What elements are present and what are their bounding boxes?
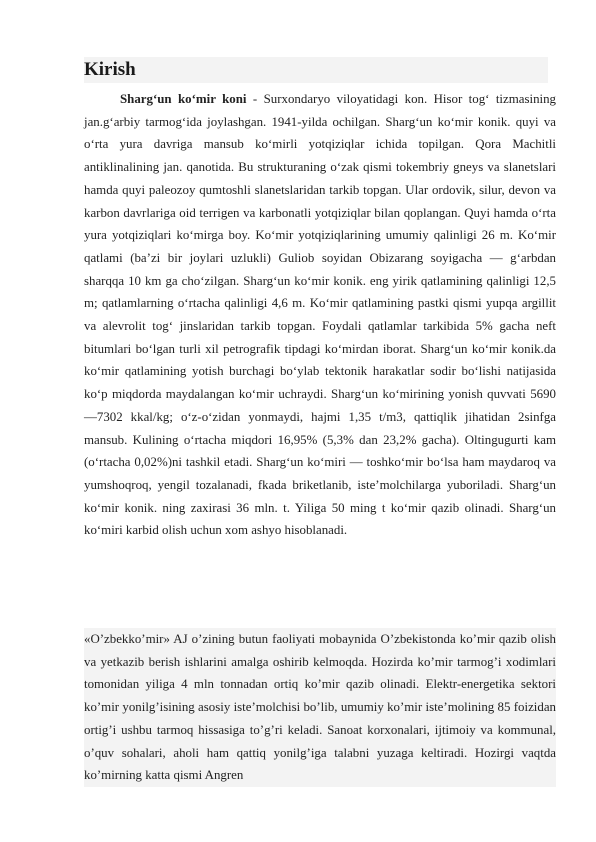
paragraph-sharghun-coal-deposit <box>84 88 556 542</box>
page-heading: Kirish <box>84 57 548 83</box>
paragraph-lead-term: Sharg‘un ko‘mir koni <box>120 92 247 106</box>
paragraph-body-text: - Surxondaryo viloyatidagi kon. Hisor tog‘ tizmasining jan.g‘arbiy tarmog‘ida joylashgan. 1941-yilda ochilgan. Sharg‘un ko‘mir konik. quyi va o‘rta yura davriga mansub ko‘mirli yotqiziqlar ichida topilgan. Qora Machitli antiklinalining jan. qanotida. Bu strukturaning o‘zak qismi tokembriy gneys va slanetslari hamda quyi paleozoy qumtoshli slanetslaridan tarkib topgan. Ular ordovik, silur, devon va karbon davrlariga oid terrigen va karbonatli yotqiziqlar bilan qoplangan. Quyi hamda o‘rta yura yotqiziqlari ko‘mirga boy. Ko‘mir yotqiziqlarining umumiy qalinligi 26 m. Ko‘mir qatlami (ba’zi bir joylari uzlukli) Guliob soyidan Obizarang soyigacha — g‘arbdan sharqqa 10 km ga cho‘zilgan. Sharg‘un ko‘mir konik. eng yirik qatlamining qalinligi 12,5 m; qatlamlarning o‘rtacha qalinligi 4,6 m. Ko‘mir qatlamining pastki qismi yupqa argillit va alevrolit tog‘ jinslaridan tarkib topgan. Foydali qatlamlar tarkibida 5% gacha neft bitumlari bo‘lgan turli xil petrografik tipdagi ko‘mirdan iborat. Sharg‘un ko‘mir konik.da ko‘mir qatlamining yotish burchagi bo‘ylab tektonik harakatlar sodir bo‘lishi natijasida ko‘p miqdorda maydalangan ko‘mir uchraydi. Sharg‘un ko‘mirining yonish quvvati 5690—7302 kkal/kg; o‘z-o‘zidan yonmaydi, hajmi 1,35 t/m3, qattiqlik jihatidan 2sinfga mansub. Kulining o‘rtacha miqdori 16,95% (5,3% dan 23,2% gacha). Oltingugurti kam (o‘rtacha 0,02%)ni tashkil etadi. Sharg‘un ko‘miri — toshko‘mir bo‘lsa ham maydaroq va yumshoqroq, yengil tozalanadi, fkada briketlanib, iste’molchilarga yuboriladi. Sharg‘un ko‘mir konik. ning zaxirasi 36 mln. t. Yiliga 50 ming t ko‘mir qazib olinadi. Sharg‘un ko‘miri karbid olish uchun xom ashyo hisoblanadi. <box>84 92 556 538</box>
paragraph-uzbekkomir: «O’zbekko’mir» AJ o’zining butun faoliyati mobaynida O’zbekistonda ko’mir qazib olish va yetkazib berish ishlarini amalga oshirib kelmoqda. Hozirda ko’mir tarmog’i xodimlari tomonidan yiliga 4 mln tonnadan ortiq ko’mir qazib olinadi. Elektr-energetika sektori ko’mir yonilg’isining asosiy iste’molchisi bo’lib, umumiy ko’mir iste’molining 85 foizidan ortig’i ushbu tarmoq hissasiga to’g’ri keladi. Sanoat korxonalari, ijtimoiy va kommunal, o’quv sohalari, aholi ham qattiq yonilg’iga talabni yuzaga keltiradi. Hozirgi vaqtda ko’mirning katta qismi Angren <box>84 628 556 787</box>
